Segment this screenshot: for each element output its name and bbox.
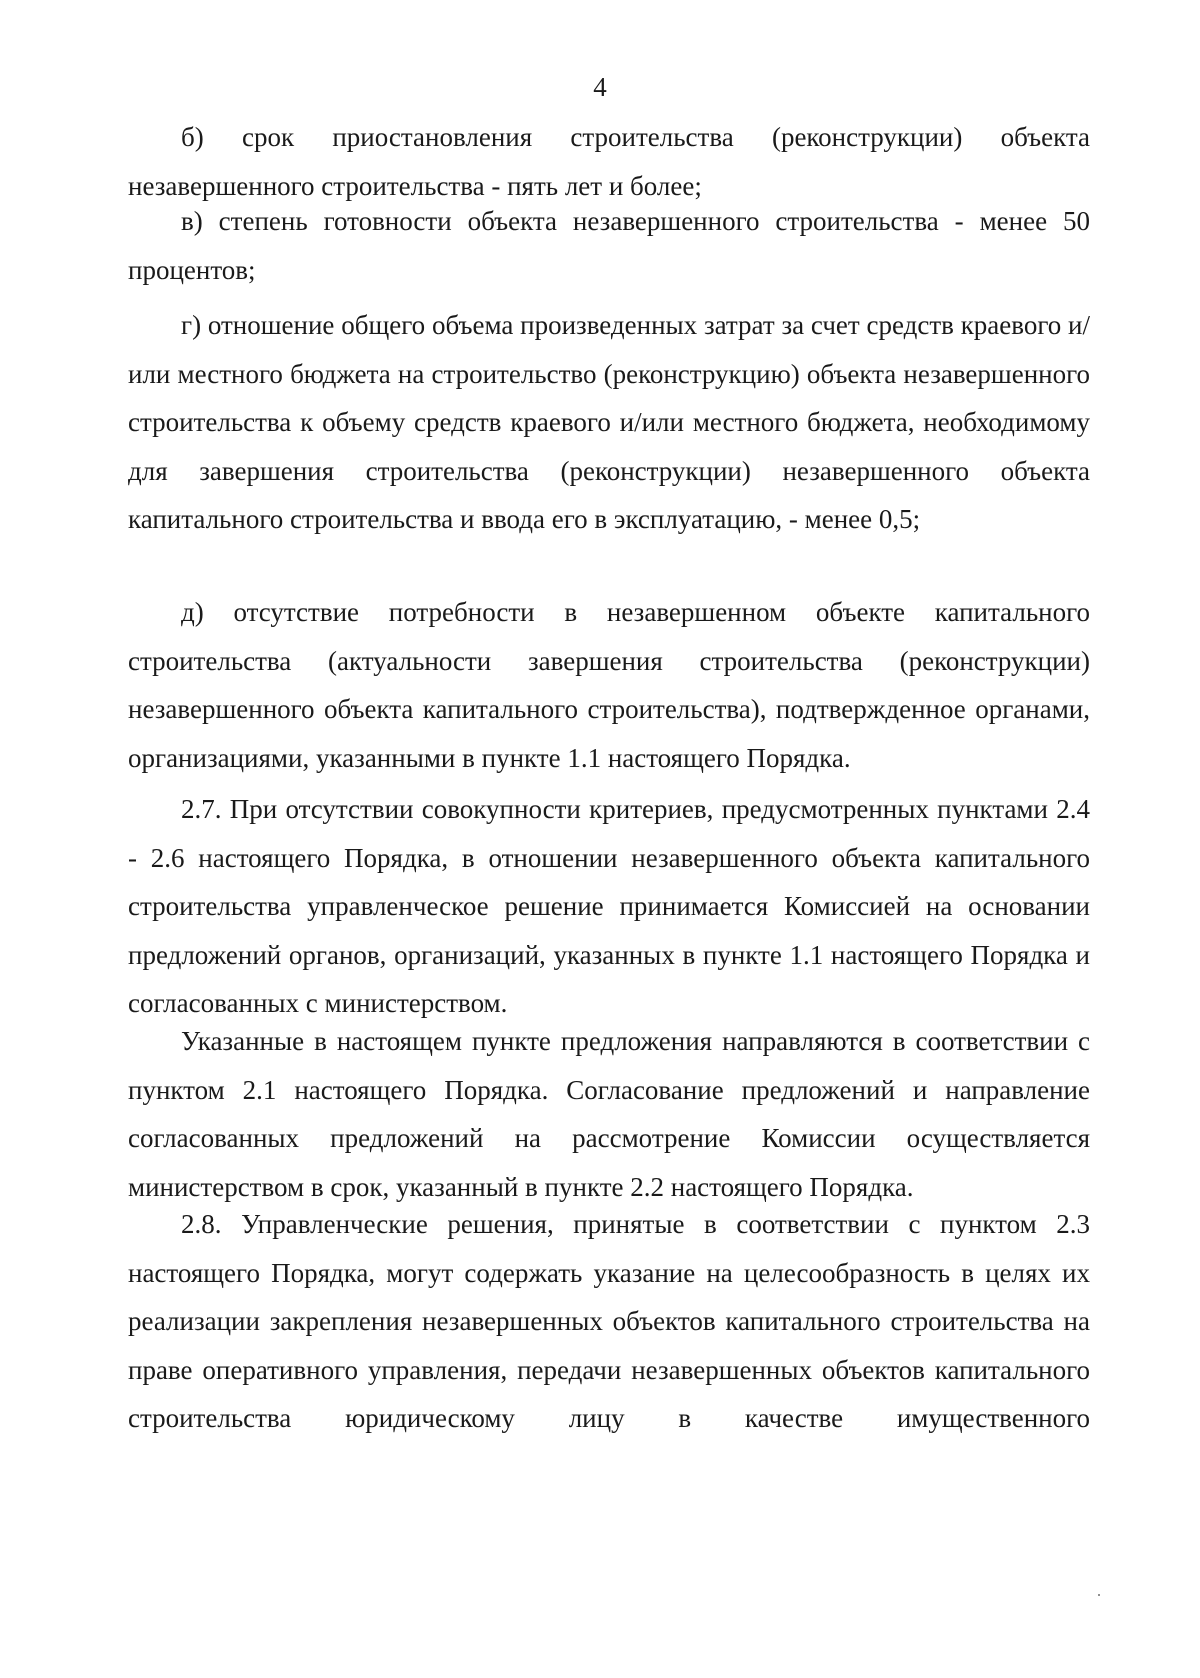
paragraph-clause-2-7: 2.7. При отсутствии совокупности критериев, предусмотренных пунктами 2.4 - 2.6 настоящего Порядка, в отношении незавершенного объекта капитального строительства управленческое решение принимается Комиссией на основании предложений органов, организаций, указанных в пункте 1.1 настоящего Порядка и согласованных с министерством.	[128, 794, 1090, 1018]
paragraph-clause-2-7-continued: Указанные в настоящем пункте предложения направляются в соответствии с пунктом 2.1 настоящего Порядка. Согласование предложений и направление согласованных предложений на рассмотрение Комиссии осуществляется министерством в срок, указанный в пункте 2.2 настоящего Порядка.	[128, 1026, 1090, 1202]
paragraph-item-v: в) степень готовности объекта незавершенного строительства - менее 50 процентов;	[128, 206, 1090, 285]
page-number: 4	[593, 72, 607, 102]
paragraph-item-d: д) отсутствие потребности в незавершенном объекте капитального строительства (актуальности завершения строительства (реконструкции) незавершенного объекта капитального строительства), подтвержденное органами, организациями, указанными в пункте 1.1 настоящего Порядка.	[128, 597, 1090, 773]
paragraph-clause-2-8: 2.8. Управленческие решения, принятые в соответствии с пунктом 2.3 настоящего Порядка, могут содержать указание на целесообразность в целях их реализации закрепления незавершенных объектов капитального строительства на праве оперативного управления, передачи незавершенных объектов капитального строительства юридическому лицу в качестве имущественного	[128, 1209, 1090, 1433]
paragraph-item-b: б) срок приостановления строительства (реконструкции) объекта незавершенного строительства - пять лет и более;	[128, 122, 1090, 201]
scan-speck	[1098, 1594, 1100, 1596]
paragraph-item-g: г) отношение общего объема произведенных затрат за счет средств краевого и/или местного бюджета на строительство (реконструкцию) объекта незавершенного строительства к объему средств краевого и/или местного бюджета, необходимому для завершения строительства (реконструкции) незавершенного объекта капитального строительства и ввода его в эксплуатацию, - менее 0,5;	[128, 310, 1090, 534]
